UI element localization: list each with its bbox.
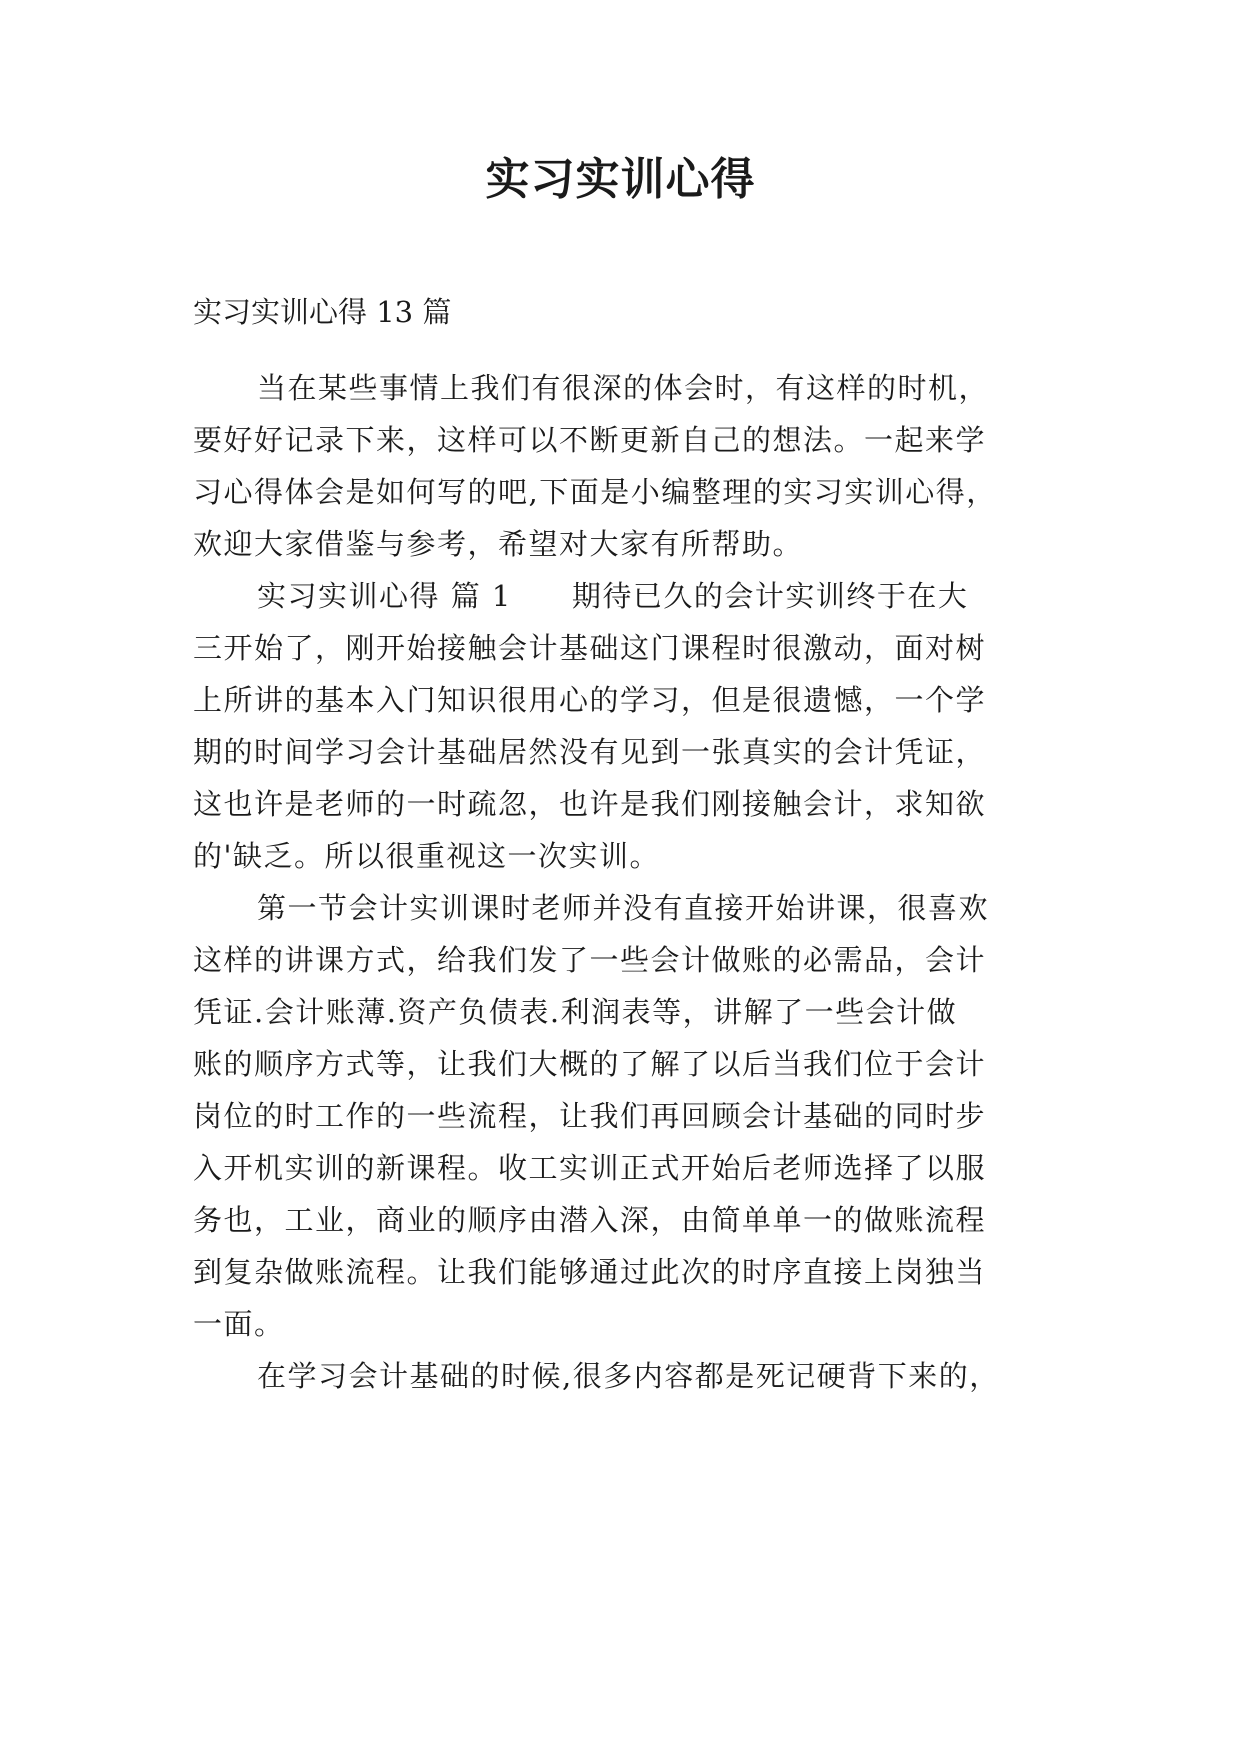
text-line: 期待已久的会计实训终于在大	[571, 579, 969, 613]
text-line: 上所讲的基本入门知识很用心的学习，但是很遗憾，一个学	[193, 683, 987, 717]
document-subtitle: 实习实训心得 13 篇	[193, 295, 452, 329]
text-line: 账的顺序方式等，让我们大概的了解了以后当我们位于会计	[193, 1047, 987, 1081]
text-line: 这样的讲课方式，给我们发了一些会计做账的必需品，会计	[193, 943, 987, 977]
text-line: 这也许是老师的一时疏忽，也许是我们刚接触会计，求知欲	[193, 787, 987, 821]
text-line: 一面。	[193, 1307, 285, 1341]
text-line: 当在某些事情上我们有很深的体会时，有这样的时机，	[257, 371, 990, 405]
text-line: 欢迎大家借鉴与参考，希望对大家有所帮助。	[193, 527, 804, 561]
section-heading: 实习实训心得 篇 1	[257, 579, 512, 613]
text-line: 要好好记录下来，这样可以不断更新自己的想法。一起来学	[193, 423, 987, 457]
section-heading-line	[257, 576, 1053, 616]
text-line: 到复杂做账流程。让我们能够通过此次的时序直接上岗独当	[193, 1255, 987, 1289]
text-line: 岗位的时工作的一些流程，让我们再回顾会计基础的同时步	[193, 1099, 987, 1133]
text-line: 在学习会计基础的时候,很多内容都是死记硬背下来的，	[257, 1359, 1000, 1393]
text-line: 的'缺乏。所以很重视这一次实训。	[193, 839, 660, 873]
text-line: 务也，工业，商业的顺序由潜入深，由简单单一的做账流程	[193, 1203, 987, 1237]
text-line: 凭证.会计账薄.资产负债表.利润表等，讲解了一些会计做	[193, 995, 958, 1029]
text-line: 习心得体会是如何写的吧,下面是小编整理的实习实训心得，	[193, 475, 997, 509]
text-line: 入开机实训的新课程。收工实训正式开始后老师选择了以服	[193, 1151, 987, 1185]
text-line: 期的时间学习会计基础居然没有见到一张真实的会计凭证，	[193, 735, 987, 769]
document-title: 实习实训心得	[485, 154, 756, 205]
text-line: 第一节会计实训课时老师并没有直接开始讲课，很喜欢	[257, 891, 990, 925]
text-line: 三开始了，刚开始接触会计基础这门课程时很激动，面对树	[193, 631, 987, 665]
